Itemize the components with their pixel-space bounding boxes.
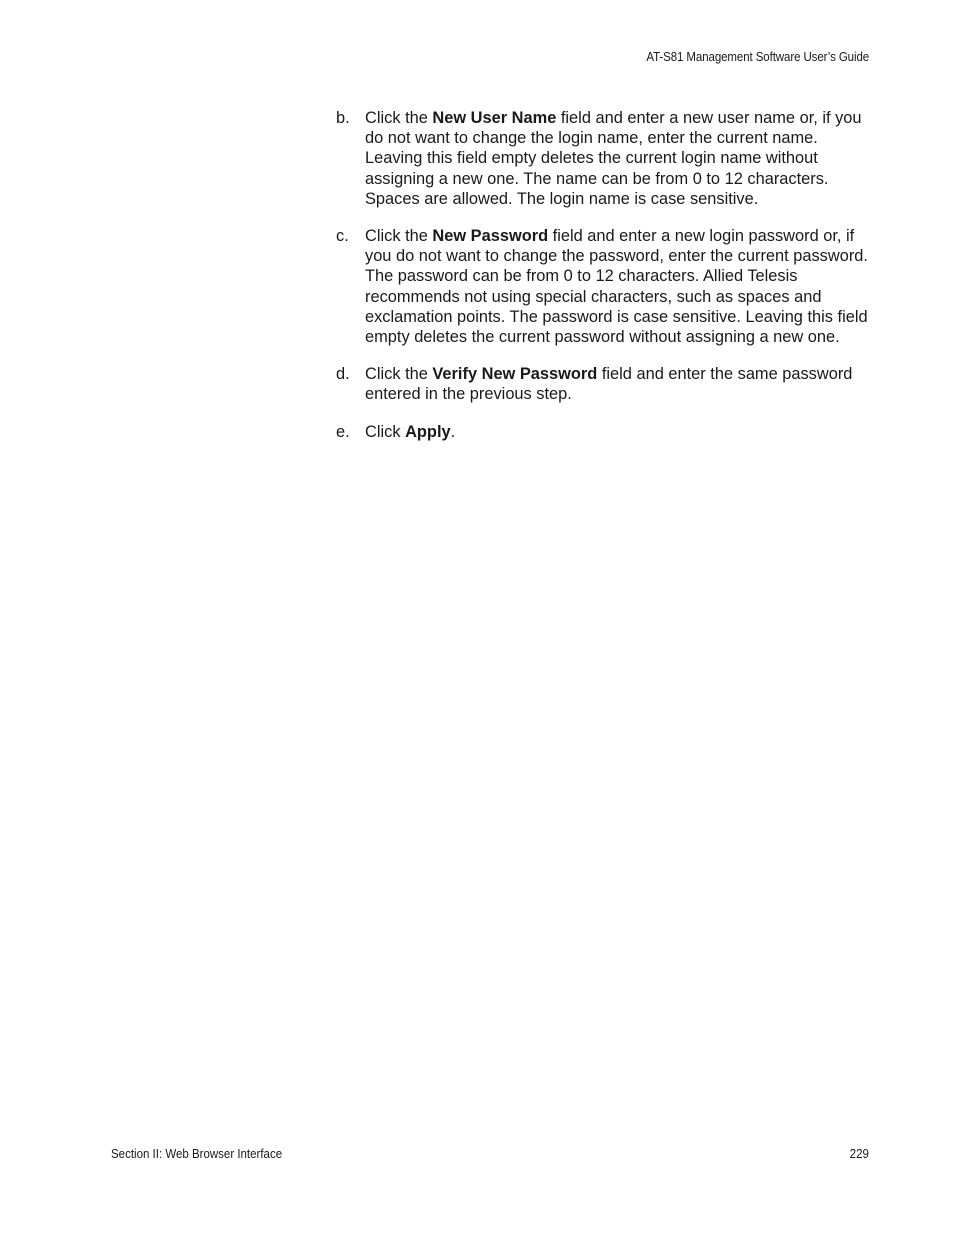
step-text-pre: Click the — [365, 365, 433, 384]
ui-term-verify-new-password: Verify New Password — [432, 365, 598, 384]
step-text-pre: Click — [365, 422, 406, 441]
step-text-post: field and enter a new login password or, if you do not want to change the password, enter the current password. The password can be from 0 to 12 characters. Allied Telesis recommends not using special characters, such as spaces and exclamation points. The password is case sensitive. Leaving this field empty deletes the current password without assigning a new one. — [365, 227, 868, 347]
step-text-pre: Click the — [365, 109, 433, 127]
step-text — [365, 227, 868, 346]
step-text-post: field and enter a new user name or, if you do not want to change the login name, enter the current name. Leaving this field empty deletes the current login name without assigning a new one. The name can be from 0 to 12 characters. Spaces are allowed. The login name is case sensitive. — [365, 109, 862, 208]
procedure-steps — [336, 108, 876, 459]
step-b — [336, 108, 876, 209]
step-marker: c. — [336, 227, 349, 246]
step-marker: e. — [336, 422, 350, 441]
step-marker: d. — [336, 365, 350, 384]
step-c — [336, 226, 876, 347]
step-marker: b. — [336, 109, 350, 127]
ui-term-new-user-name: New User Name — [432, 109, 557, 127]
step-text — [365, 423, 455, 441]
ui-term-apply: Apply — [405, 422, 451, 441]
step-text-pre: Click the — [365, 227, 433, 246]
step-e — [336, 422, 876, 442]
step-text — [365, 365, 852, 403]
footer-section-title: Section II: Web Browser Interface — [111, 1147, 283, 1161]
step-text-post: field and enter the same password entered in the previous step. — [365, 365, 853, 404]
step-text — [365, 109, 862, 208]
step-text-post: . — [450, 422, 456, 441]
ui-term-new-password: New Password — [432, 227, 549, 246]
footer-page-number: 229 — [849, 1147, 869, 1161]
running-header: AT-S81 Management Software User’s Guide — [646, 50, 869, 64]
step-d — [336, 364, 876, 404]
